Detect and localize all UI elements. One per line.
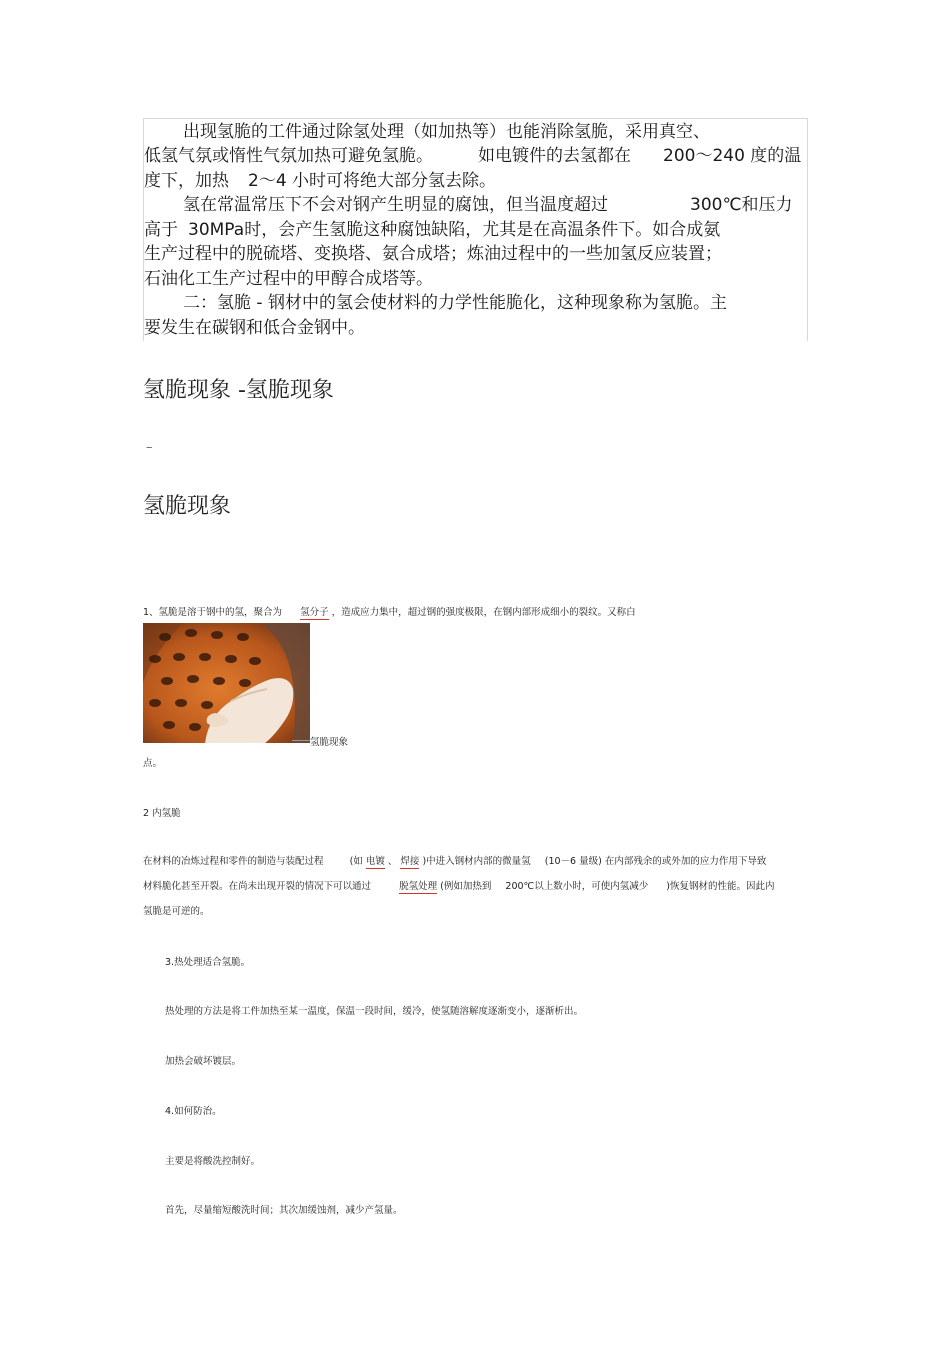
image-caption: 氢脆现象 — [310, 737, 349, 748]
section-4-paragraph-2: 首先，尽量缩短酸洗时间；其次加缓蚀剂，减少产氢量。 — [165, 1205, 403, 1216]
section-2-title: 2 内氢脆 — [143, 808, 181, 819]
section-2-text-g: 200℃以上数小时，可使内氢减少 — [505, 881, 649, 892]
link-electroplating[interactable]: 电镀 — [365, 856, 385, 867]
section-2-line-1 — [143, 853, 766, 867]
section-3-paragraph-1: 热处理的方法是将工件加热至某一温度，保温一段时间，缓冷，使氢随溶解度逐渐变小，逐渐析出。 — [165, 1006, 584, 1017]
box-line-5b: 30MPa时，会产生氢脆这种腐蚀缺陷，尤其是在高温条件下。如合成氨 — [188, 220, 721, 240]
section-4-title: 4.如何防治。 — [165, 1106, 222, 1117]
caption-line — [292, 740, 310, 741]
section-2-text-a: 在材料的冶炼过程和零件的制造与装配过程 — [143, 856, 324, 867]
section-3-paragraph-2: 加热会破坏镀层。 — [165, 1056, 242, 1067]
link-dehydrogenation[interactable]: 脱氢处理 — [399, 881, 438, 892]
text-box — [143, 118, 808, 341]
section-2-text-b: (如 — [349, 856, 363, 867]
box-line-2b: 如电镀件的去氢都在 — [478, 146, 631, 166]
box-line-2c: 200～240 度的温 — [663, 146, 802, 166]
paragraph-1-text-b: ，造成应力集中，超过钢的强度极限，在钢内部形成细小的裂纹。又称白 — [331, 607, 636, 618]
link-welding[interactable]: 焊接 — [400, 856, 420, 867]
box-line-2a: 低氢气氛或惰性气氛加热可避免氢脆。 — [144, 146, 433, 166]
section-4-paragraph-1: 主要是将酸洗控制好。 — [165, 1156, 261, 1167]
box-line-7: 石油化工生产过程中的甲醇合成塔等。 — [144, 269, 433, 289]
link-hydrogen-molecule[interactable]: 氢分子 — [300, 607, 329, 618]
section-heading: 氢脆现象 — [143, 494, 232, 519]
box-line-6: 生产过程中的脱硫塔、变换塔、氨合成塔；炼油过程中的一些加氢反应装置； — [144, 244, 722, 264]
section-2-line-3: 氢脆是可逆的。 — [143, 906, 210, 917]
section-2-text-e: 材料脆化甚至开裂。在尚未出现开裂的情况下可以通过 — [143, 881, 372, 892]
section-2-text-f: (例如加热到 — [440, 881, 492, 892]
paragraph-1-text-a: 1、氢脆是溶于钢中的氢，聚合为 — [143, 607, 283, 618]
box-line-4a: 氢在常温常压下不会对钢产生明显的腐蚀，但当温度超过 — [183, 195, 608, 215]
section-3-title: 3.热处理适合氢脆。 — [165, 957, 251, 968]
section-2-text-d: (10－6 量级) 在内部残余的或外加的应力作用下导致 — [544, 856, 767, 867]
box-line-3a: 度下，加热 — [144, 171, 229, 191]
paragraph-1 — [143, 604, 636, 618]
dash-link[interactable]: – — [146, 440, 153, 455]
page-heading: 氢脆现象 -氢脆现象 — [143, 378, 334, 403]
section-2-text-c: )中进入钢材内部的微量氢 — [422, 856, 531, 867]
box-line-4b: 300℃和压力 — [690, 195, 793, 215]
section-2-sep: 、 — [387, 856, 398, 867]
box-line-3b: 2～4 小时可将绝大部分氢去除。 — [248, 171, 497, 191]
box-line-1: 出现氢脆的工件通过除氢处理（如加热等）也能消除氢脆，采用真空、 — [183, 122, 710, 142]
box-line-8: 二：氢脆 - 钢材中的氢会使材料的力学性能脆化，这种现象称为氢脆。主 — [183, 293, 727, 313]
box-line-5a: 高于 — [144, 220, 178, 240]
section-2-line-2 — [143, 878, 775, 892]
section-2-text-h: )恢复钢材的性能。因此内 — [666, 881, 775, 892]
hydrogen-embrittlement-photo — [143, 623, 310, 743]
paragraph-1-end: 点。 — [143, 758, 163, 769]
box-line-9: 要发生在碳钢和低合金钢中。 — [144, 318, 365, 338]
